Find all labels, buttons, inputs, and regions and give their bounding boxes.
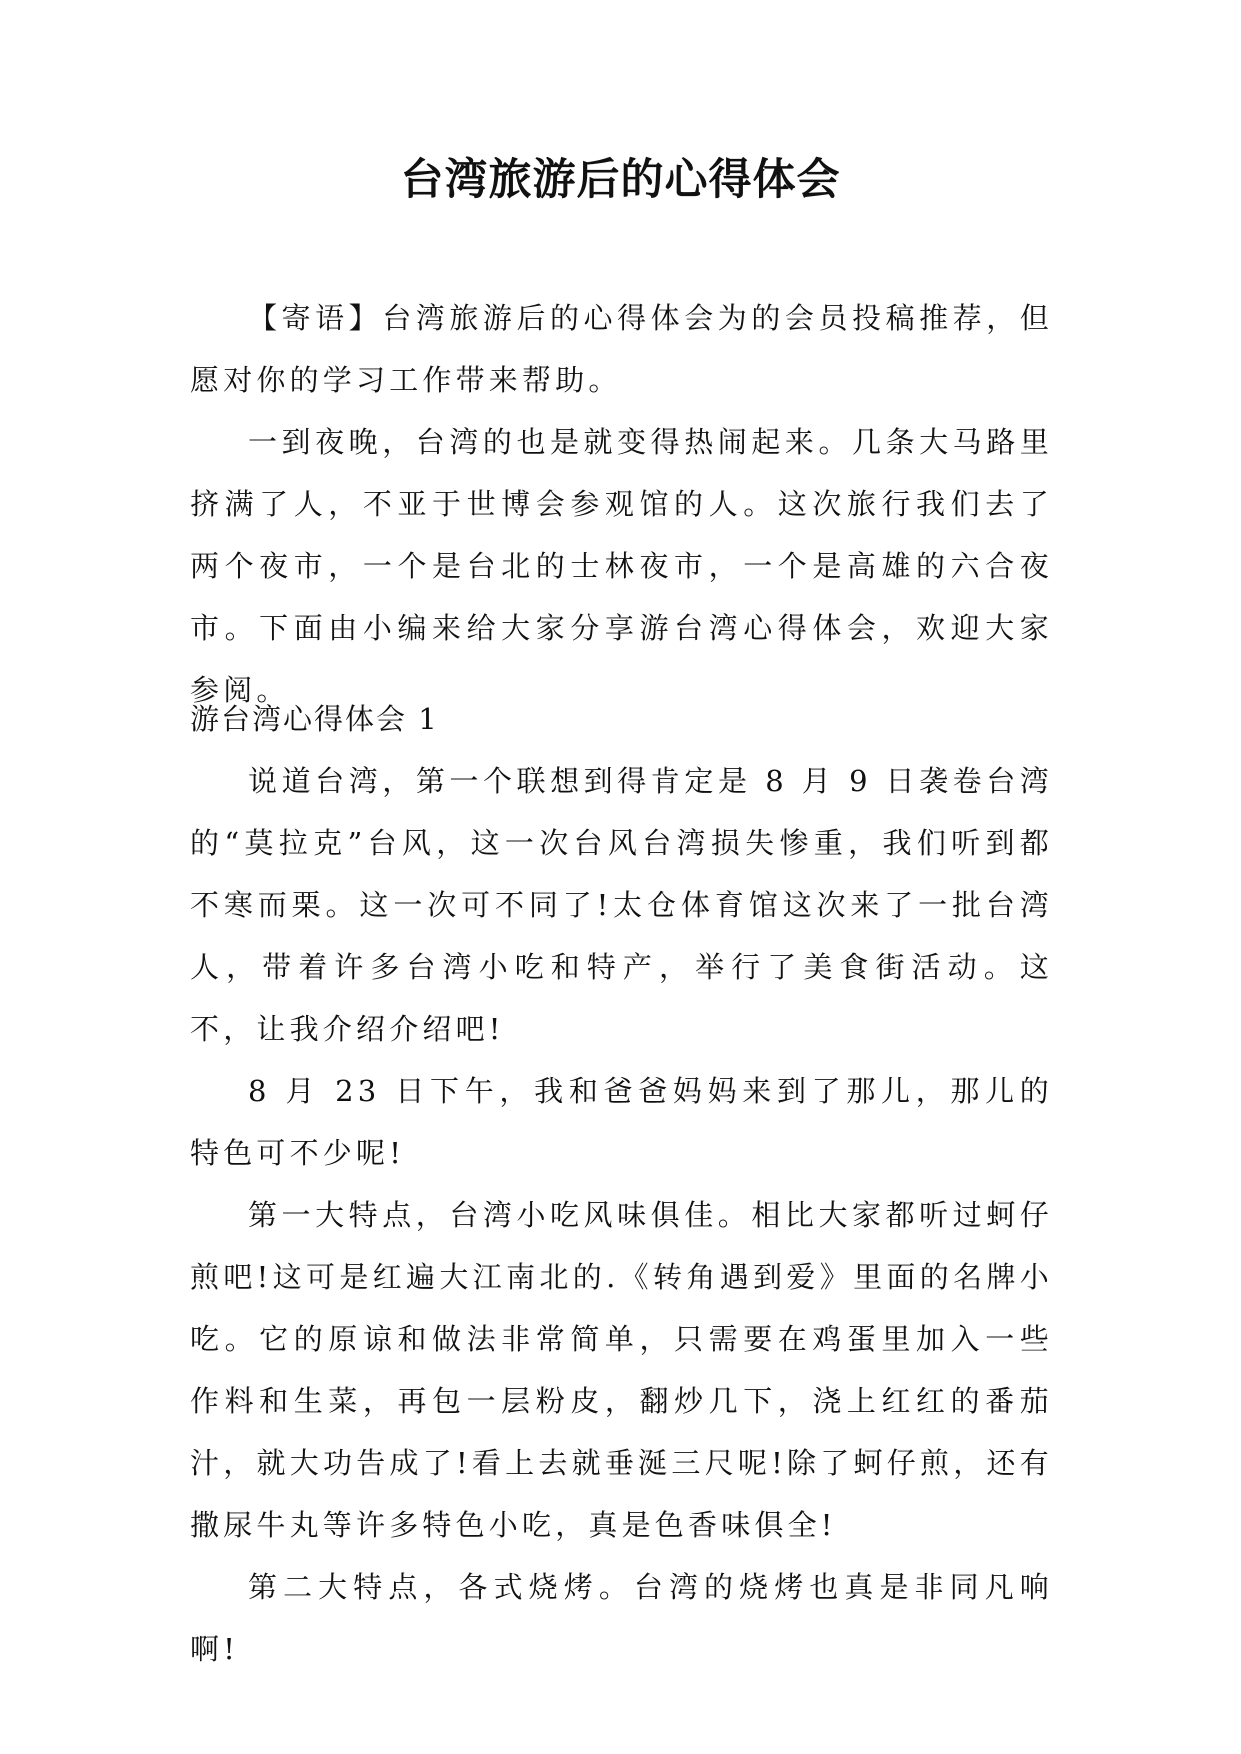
intro-paragraph: 一到夜晚，台湾的也是就变得热闹起来。几条大马路里挤满了人，不亚于世博会参观馆的人。这次旅行我们去了两个夜市，一个是台北的士林夜市，一个是高雄的六合夜市。下面由小编来给大家分享游台湾心得体会，欢迎大家参阅。: [190, 425, 1053, 707]
section-paragraph: 第一大特点，台湾小吃风味俱佳。相比大家都听过蚵仔煎吧!这可是红遍大江南北的.《转角遇到爱》里面的名牌小吃。它的原谅和做法非常简单，只需要在鸡蛋里加入一些作料和生菜，再包一层粉皮，翻炒几下，浇上红红的番茄汁，就大功告成了!看上去就垂涎三尺呢!除了蚵仔煎，还有撒尿牛丸等许多特色小吃，真是色香味俱全!: [190, 1198, 1053, 1542]
section-paragraph: 8 月 23 日下午，我和爸爸妈妈来到了那儿，那儿的特色可不少呢!: [190, 1074, 1053, 1170]
intro-section: [190, 287, 1053, 721]
section-paragraph: 说道台湾，第一个联想到得肯定是 8 月 9 日袭卷台湾的“莫拉克”台风，这一次台风台湾损失惨重，我们听到都不寒而栗。这一次可不同了!太仓体育馆这次来了一批台湾人，带着许多台湾小吃和特产，举行了美食街活动。这不，让我介绍介绍吧!: [190, 764, 1053, 1046]
intro-paragraph: 【寄语】台湾旅游后的心得体会为的会员投稿推荐，但愿对你的学习工作带来帮助。: [190, 301, 1053, 397]
section-1: [190, 688, 1053, 1680]
document-title: 台湾旅游后的心得体会: [400, 155, 841, 205]
section-paragraph: 第二大特点，各式烧烤。台湾的烧烤也真是非同凡响啊!: [190, 1570, 1053, 1666]
section-heading: 游台湾心得体会 1: [190, 702, 439, 736]
